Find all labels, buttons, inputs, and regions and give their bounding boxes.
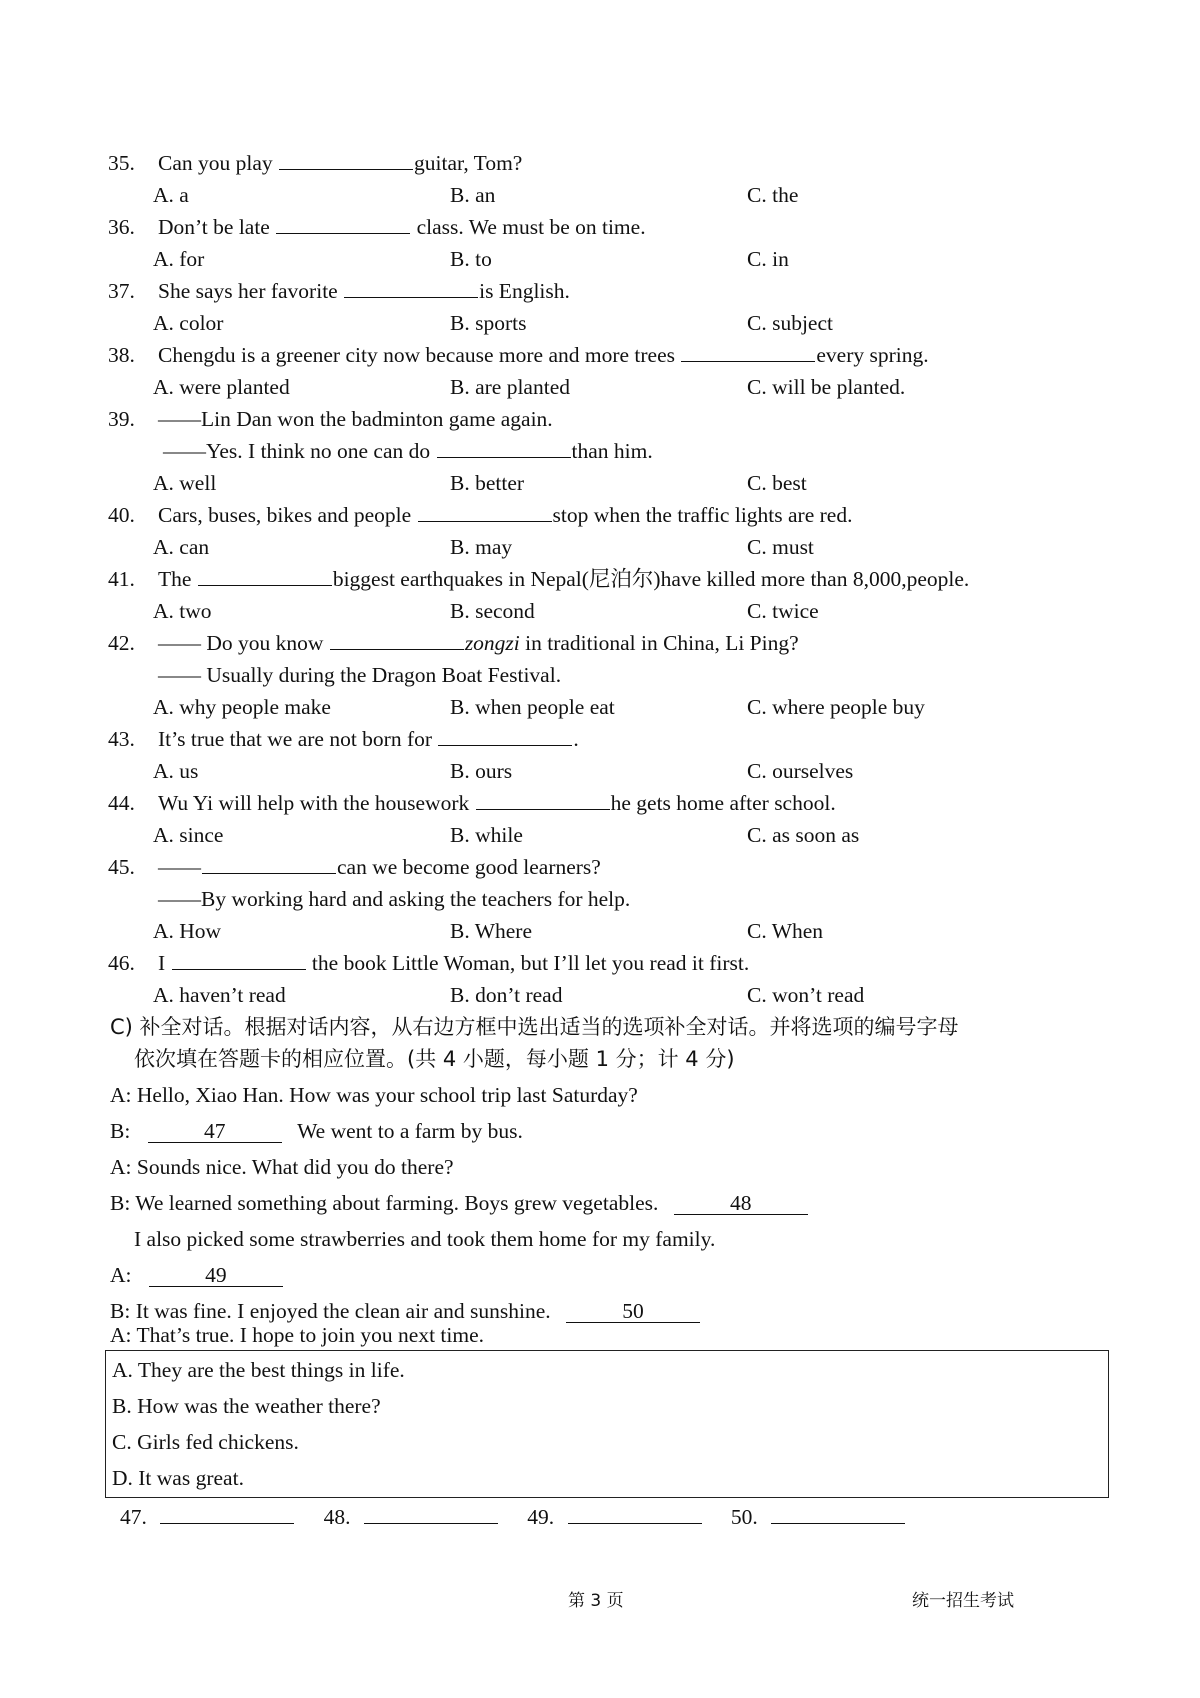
answer-blank [330, 629, 464, 650]
option-c: C. twice [747, 599, 819, 623]
answer-blank [202, 853, 336, 874]
section-c-instruction-line2: 依次填在答题卡的相应位置。(共 4 小题，每小题 1 分；计 4 分) [134, 1047, 735, 1071]
dialogue-line-8: A: That’s true. I hope to join you next time. [110, 1323, 485, 1347]
answer-blank [172, 949, 306, 970]
option-a: A. well [153, 471, 217, 495]
dialogue-line-6 [110, 1260, 283, 1290]
answer-blank-49[interactable] [568, 1503, 702, 1524]
question-stem [158, 148, 522, 178]
option-c: C. as soon as [747, 823, 860, 847]
option-c: C. ourselves [747, 759, 854, 783]
page-number: 第 3 页 [568, 1591, 624, 1611]
dialogue-text: B: It was fine. I enjoyed the clean air and sunshine. [110, 1299, 551, 1323]
dialogue-line-1: A: Hello, Xiao Han. How was your school trip last Saturday? [110, 1083, 638, 1107]
question-stem [158, 212, 646, 242]
stem-text: . [573, 727, 579, 751]
question-stem [158, 788, 836, 818]
answer-blank [681, 341, 815, 362]
answer-label-49: 49. [527, 1505, 555, 1529]
speaker-label: A: [110, 1263, 132, 1287]
option-b: B. when people eat [450, 695, 615, 719]
exam-name: 统一招生考试 [912, 1591, 1014, 1611]
option-a: A. two [153, 599, 212, 623]
question-number: 37. [108, 279, 135, 303]
question-number: 46. [108, 951, 135, 975]
stem-text: guitar, Tom? [414, 151, 523, 175]
option-b: B. Where [450, 919, 532, 943]
question-number: 44. [108, 791, 135, 815]
stem-text: —— [158, 855, 201, 879]
stem-text: the book Little Woman, but I’ll let you read it first. [306, 951, 750, 975]
question-stem [163, 436, 653, 466]
question-stem [158, 948, 749, 978]
option-c: C. in [747, 247, 789, 271]
answer-label-50: 50. [730, 1505, 758, 1529]
answer-row [120, 1502, 905, 1532]
stem-text: She says her favorite [158, 279, 344, 303]
question-stem [158, 628, 799, 658]
answer-blank [279, 149, 413, 170]
speaker-label: B: [110, 1119, 131, 1143]
question-number: 42. [108, 631, 135, 655]
section-c-instruction: C) 补全对话。根据对话内容，从右边方框中选出适当的选项补全对话。并将选项的编号字母 [110, 1015, 959, 1039]
answer-blank [276, 213, 410, 234]
option-b: B. ours [450, 759, 513, 783]
option-b: B. second [450, 599, 535, 623]
dialogue-line-2 [110, 1116, 523, 1146]
dialogue-blank-50: 50 [566, 1300, 700, 1323]
answer-label-47: 47. [120, 1505, 147, 1529]
option-c: C. where people buy [747, 695, 925, 719]
box-option-b: B. How was the weather there? [112, 1394, 381, 1418]
stem-text: is English. [479, 279, 570, 303]
question-number: 40. [108, 503, 135, 527]
option-a: A. color [153, 311, 224, 335]
question-stem: —— Usually during the Dragon Boat Festival. [158, 663, 562, 687]
question-stem [158, 724, 579, 754]
dialogue-line-3: A: Sounds nice. What did you do there? [110, 1155, 454, 1179]
dialogue-text: We went to a farm by bus. [297, 1119, 523, 1143]
option-c: C. the [747, 183, 799, 207]
answer-blank [438, 725, 572, 746]
answer-label-48: 48. [323, 1505, 351, 1529]
option-b: B. to [450, 247, 492, 271]
answer-blank [437, 437, 571, 458]
stem-text: The [158, 567, 197, 591]
option-b: B. are planted [450, 375, 570, 399]
answer-blank-47[interactable] [160, 1503, 294, 1524]
option-b: B. better [450, 471, 525, 495]
question-number: 41. [108, 567, 135, 591]
stem-text: biggest earthquakes in Nepal(尼泊尔)have killed more than 8,000,people. [332, 567, 970, 591]
stem-text: class. We must be on time. [411, 215, 646, 239]
box-option-c: C. Girls fed chickens. [112, 1430, 299, 1454]
question-stem [158, 276, 570, 306]
option-b: B. while [450, 823, 523, 847]
option-c: C. best [747, 471, 807, 495]
option-a: A. were planted [153, 375, 290, 399]
dialogue-blank-49: 49 [149, 1264, 283, 1287]
question-number: 36. [108, 215, 135, 239]
option-c: C. will be planted. [747, 375, 906, 399]
option-a: A. How [153, 919, 222, 943]
question-stem: ——By working hard and asking the teachers for help. [158, 887, 631, 911]
option-a: A. haven’t read [153, 983, 286, 1007]
answer-blank-48[interactable] [364, 1503, 498, 1524]
stem-text: can we become good learners? [337, 855, 601, 879]
answer-blank [418, 501, 552, 522]
option-a: A. why people make [153, 695, 331, 719]
option-c: C. When [747, 919, 824, 943]
question-number: 45. [108, 855, 135, 879]
option-b: B. may [450, 535, 513, 559]
option-b: B. don’t read [450, 983, 563, 1007]
stem-text: —— Do you know [158, 631, 329, 655]
stem-text: Don’t be late [158, 215, 276, 239]
options-box [105, 1350, 1109, 1498]
question-number: 35. [108, 151, 135, 175]
stem-text: than him. [571, 439, 653, 463]
question-stem: ——Lin Dan won the badminton game again. [158, 407, 553, 431]
dialogue-line-5: I also picked some strawberries and took them home for my family. [134, 1227, 716, 1251]
question-number: 43. [108, 727, 135, 751]
stem-text: Chengdu is a greener city now because more and more trees [158, 343, 681, 367]
option-a: A. us [153, 759, 199, 783]
answer-blank-50[interactable] [771, 1503, 905, 1524]
question-stem [158, 852, 601, 882]
option-c: C. won’t read [747, 983, 865, 1007]
stem-text: Can you play [158, 151, 279, 175]
dialogue-text: B: We learned something about farming. Boys grew vegetables. [110, 1191, 659, 1215]
option-a: A. can [153, 535, 210, 559]
dialogue-blank-47: 47 [148, 1120, 282, 1143]
answer-blank [476, 789, 610, 810]
stem-text: Wu Yi will help with the housework [158, 791, 475, 815]
option-a: A. a [153, 183, 189, 207]
option-b: B. an [450, 183, 496, 207]
option-c: C. subject [747, 311, 833, 335]
stem-text: ——Yes. I think no one can do [163, 439, 436, 463]
stem-text: Cars, buses, bikes and people [158, 503, 417, 527]
question-number: 38. [108, 343, 135, 367]
option-c: C. must [747, 535, 814, 559]
question-stem [158, 500, 852, 530]
question-stem [158, 564, 969, 594]
box-option-d: D. It was great. [112, 1466, 244, 1490]
option-a: A. for [153, 247, 205, 271]
stem-text: I [158, 951, 171, 975]
option-b: B. sports [450, 311, 527, 335]
answer-blank [198, 565, 332, 586]
stem-text: It’s true that we are not born for [158, 727, 438, 751]
stem-text: every spring. [816, 343, 929, 367]
option-a: A. since [153, 823, 224, 847]
dialogue-blank-48: 48 [674, 1192, 808, 1215]
stem-text: in traditional in China, Li Ping? [519, 631, 799, 655]
stem-italic-word: zongzi [464, 631, 520, 655]
stem-text: he gets home after school. [610, 791, 836, 815]
answer-blank [344, 277, 478, 298]
question-number: 39. [108, 407, 135, 431]
question-stem [158, 340, 929, 370]
box-option-a: A. They are the best things in life. [112, 1358, 405, 1382]
stem-text: stop when the traffic lights are red. [552, 503, 853, 527]
dialogue-line-4 [110, 1188, 808, 1218]
